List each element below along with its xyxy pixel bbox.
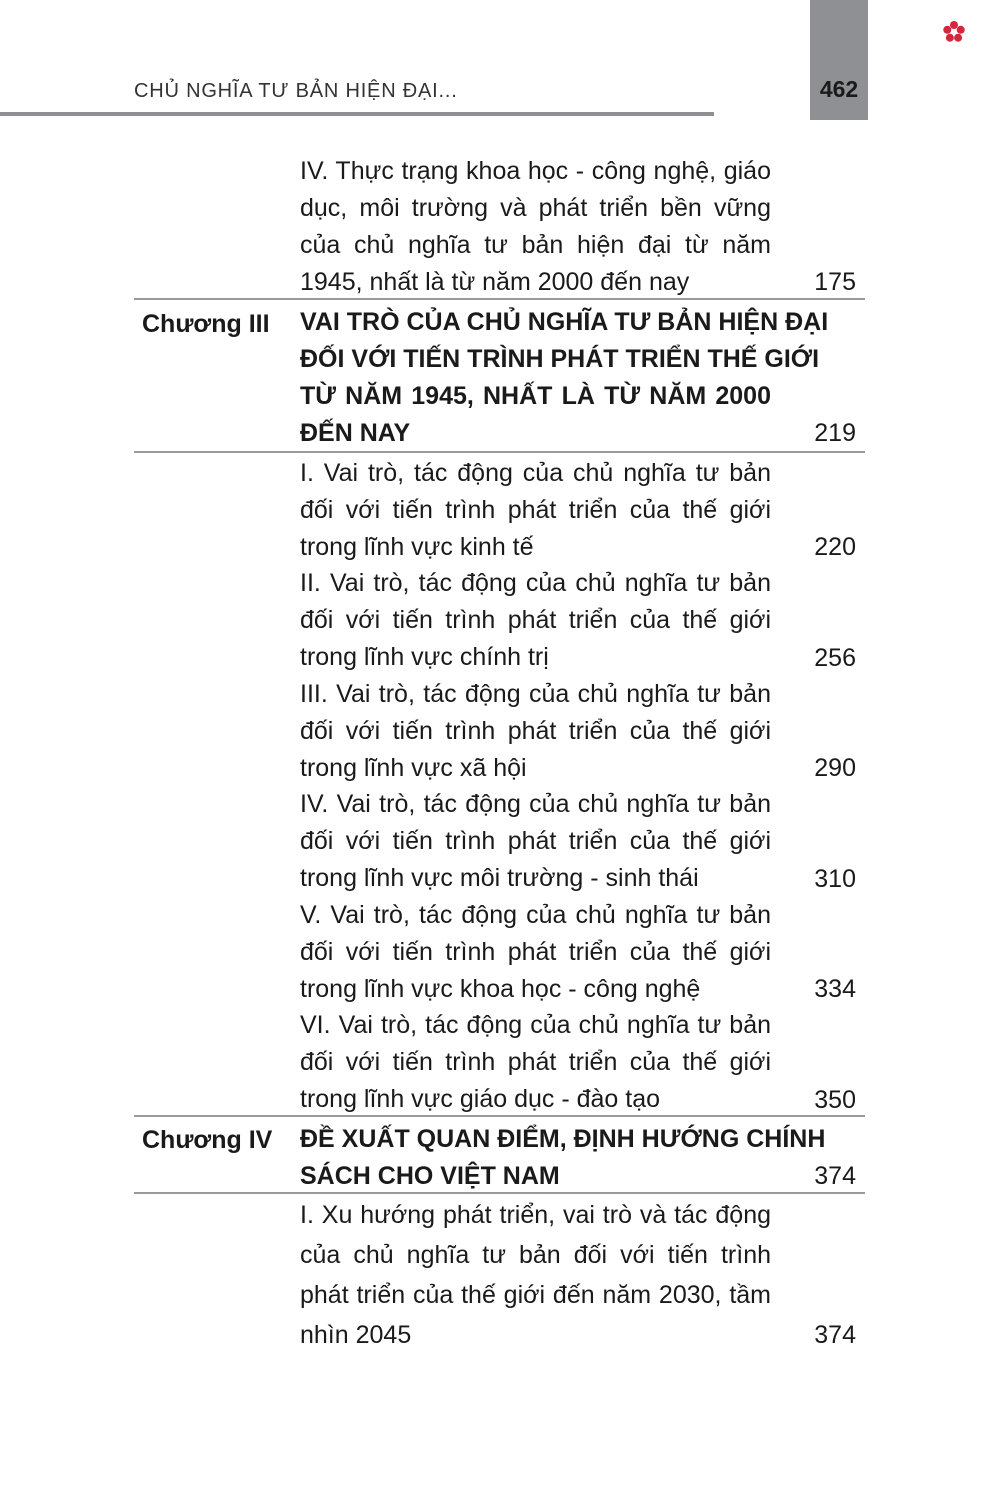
toc-divider [134,451,865,453]
running-title: CHỦ NGHĨA TƯ BẢN HIỆN ĐẠI... [134,80,458,102]
toc-page-number: 256 [814,644,856,672]
toc-entry: VI. Vai trò, tác động của chủ nghĩa tư bản đối với tiến trình phát triển của thế giới trong lĩnh vực giáo dục - đào tạo [300,1011,771,1113]
toc-page-number: 350 [814,1086,856,1114]
toc-page-number: 290 [814,754,856,782]
toc-entry: III. Vai trò, tác động của chủ nghĩa tư bản đối với tiến trình phát triển của thế giới trong lĩnh vực xã hội [300,680,771,782]
publisher-flower-icon [942,20,966,44]
toc-page-number: 220 [814,533,856,561]
toc-page-number: 374 [814,1321,856,1349]
chapter-label: Chương III [142,310,270,338]
toc-entry: V. Vai trò, tác động của chủ nghĩa tư bản đối với tiến trình phát triển của thế giới trong lĩnh vực khoa học - công nghệ [300,901,771,1003]
toc-page-number: 219 [814,419,856,447]
toc-chapter-title: VAI TRÒ CỦA CHỦ NGHĨA TƯ BẢN HIỆN ĐẠI ĐỐI VỚI TIẾN TRÌNH PHÁT TRIỂN THẾ GIỚI TỪ NĂM 1945, NHẤT LÀ TỪ NĂM 2000 ĐẾN NAY [300,308,829,447]
header-rule [0,112,714,116]
toc-entry: I. Xu hướng phát triển, vai trò và tác động của chủ nghĩa tư bản đối với tiến trình phát triển của thế giới đến năm 2030, tầm nhìn 2045 [300,1201,771,1349]
toc-chapter-title: ĐỀ XUẤT QUAN ĐIỂM, ĐỊNH HƯỚNG CHÍNH SÁCH CHO VIỆT NAM [300,1125,826,1190]
toc-page-number: 374 [814,1162,856,1190]
toc-entry: IV. Vai trò, tác động của chủ nghĩa tư bản đối với tiến trình phát triển của thế giới trong lĩnh vực môi trường - sinh thái [300,790,771,892]
toc-page-number: 310 [814,865,856,893]
toc-divider [134,1115,865,1117]
toc-entry: I. Vai trò, tác động của chủ nghĩa tư bản đối với tiến trình phát triển của thế giới trong lĩnh vực kinh tế [300,459,771,561]
toc-entry: II. Vai trò, tác động của chủ nghĩa tư bản đối với tiến trình phát triển của thế giới trong lĩnh vực chính trị [300,569,771,671]
toc-divider [134,298,865,300]
toc-entry-section-iv: IV. Thực trạng khoa học - công nghệ, giáo dục, môi trường và phát triển bền vững của chủ nghĩa tư bản hiện đại từ năm 1945, nhất là từ năm 2000 đến nay [300,157,771,296]
toc-page-number: 175 [814,268,856,296]
page-number: 462 [819,76,859,102]
chapter-label: Chương IV [142,1126,273,1154]
toc-page-number: 334 [814,975,856,1003]
toc-divider [134,1192,865,1194]
